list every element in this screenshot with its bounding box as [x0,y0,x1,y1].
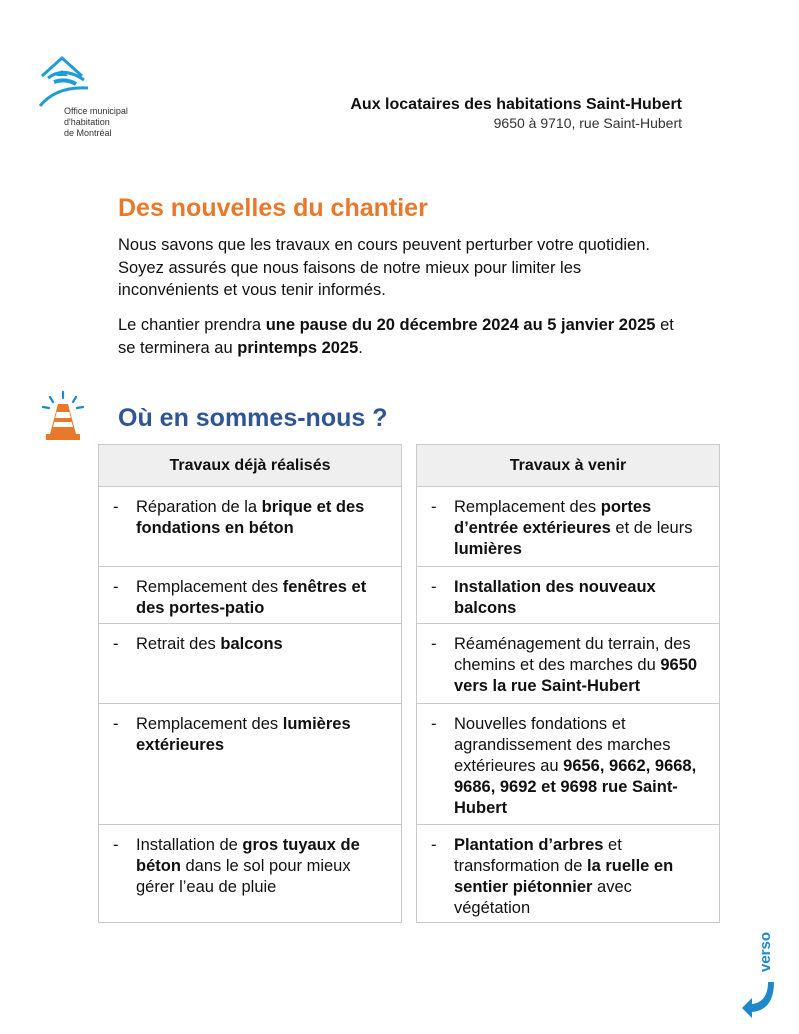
table-cell [417,487,720,567]
logo-text: Office municipal d'habitation de Montréal [64,106,128,138]
table-row [99,567,402,624]
item-text: Installation des nouveaux balcons [454,578,656,617]
table-row [99,825,402,923]
table-cell [417,567,720,624]
item-text: Installation de gros tuyaux de béton dans le sol pour mieux gérer l’eau de pluie [136,836,360,896]
bullet-dash: - [113,715,119,733]
list-item [113,577,393,619]
table-cell [417,624,720,704]
table-row [417,567,720,624]
list-item [113,634,393,655]
list-item [431,497,711,560]
item-text: Réparation de la brique et des fondations en béton [136,498,365,537]
table-cell [99,624,402,704]
item-text: Remplacement des portes d’entrée extérieures et de leurs lumières [454,498,693,558]
bullet-dash: - [113,836,119,854]
news-paragraph-1: Nous savons que les travaux en cours peuvent perturber votre quotidien. Soyez assurés que nous faisons de notre mieux pour limiter les inconvénients et vous tenir informés. [118,236,650,299]
list-item [431,634,711,697]
traffic-cone-icon [40,390,86,442]
bullet-dash: - [113,498,119,516]
news-paragraph-2: Le chantier prendra une pause du 20 décembre 2024 au 5 janvier 2025 et se terminera au printemps 2025. [118,316,674,357]
completed-works-table [98,444,402,923]
item-text: Réaménagement du terrain, des chemins et des marches du 9650 vers la rue Saint-Hubert [454,635,698,695]
address-subtitle: 9650 à 9710, rue Saint-Hubert [493,115,682,131]
item-text: Plantation d’arbres et transformation de la ruelle en sentier piétonnier avec végétation [454,836,674,917]
upcoming-works-table [416,444,720,923]
table-cell [417,825,720,923]
news-heading: Des nouvelles du chantier [118,194,428,222]
table-row [99,704,402,825]
table-cell [417,704,720,825]
list-item [113,714,393,756]
upcoming-works-header: Travaux à venir [417,445,720,487]
bullet-dash: - [431,715,437,733]
address-block [350,95,682,132]
completed-works-body [99,487,402,923]
table-row [417,487,720,567]
bullet-dash: - [431,635,437,653]
table-row [417,704,720,825]
item-text: Retrait des balcons [136,635,283,653]
bullet-dash: - [431,498,437,516]
table-row [417,624,720,704]
table-cell [99,487,402,567]
table-cell [99,567,402,624]
verso-label: verso [757,931,774,972]
list-item [431,714,711,819]
table-row [99,624,402,704]
item-text: Nouvelles fondations et agrandissement des marches extérieures au 9656, 9662, 9668, 9686, 9692 et 9698 rue Saint-Hubert [454,715,697,817]
list-item [113,835,393,898]
table-row [99,487,402,567]
curved-arrow-icon [742,982,774,1018]
address-title: Aux locataires des habitations Saint-Hubert [350,96,682,113]
list-item [113,497,393,539]
bullet-dash: - [431,578,437,596]
table-cell [99,825,402,923]
item-text: Remplacement des fenêtres et des portes-patio [136,578,367,617]
list-item [431,835,711,919]
completed-works-header: Travaux déjà réalisés [99,445,402,487]
table-cell [99,704,402,825]
item-text: Remplacement des lumières extérieures [136,715,351,754]
table-row [417,825,720,923]
bullet-dash: - [113,578,119,596]
upcoming-works-body [417,487,720,923]
bullet-dash: - [431,836,437,854]
verso-indicator [738,930,782,1020]
list-item [431,577,711,619]
bullet-dash: - [113,635,119,653]
status-heading: Où en sommes-nous ? [118,404,388,432]
